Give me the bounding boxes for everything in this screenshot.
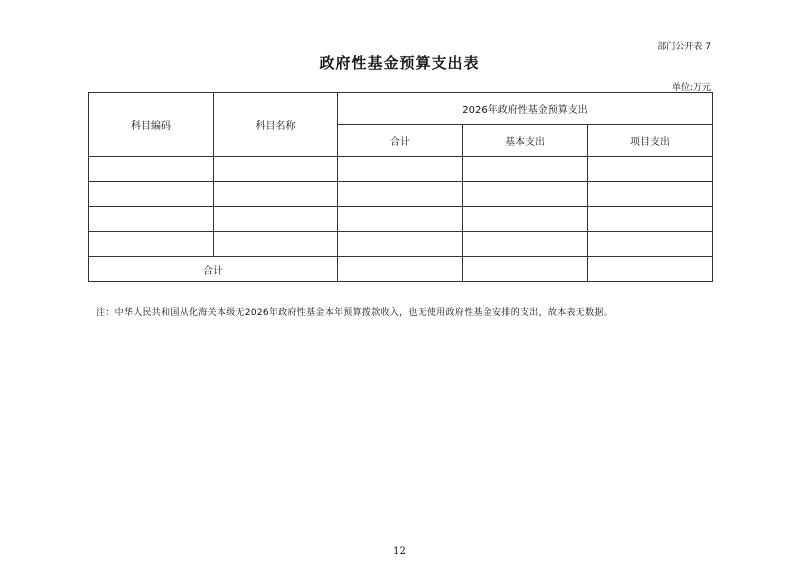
- budget-table: [88, 92, 713, 282]
- page-number: 12: [393, 546, 406, 557]
- page-title: 政府性基金预算支出表: [319, 54, 480, 72]
- table-cell: [338, 157, 463, 182]
- table-cell: [214, 157, 338, 182]
- table-cell: [214, 232, 338, 257]
- table-cell: [588, 207, 713, 232]
- header-subject-code: 科目编码: [89, 93, 214, 157]
- table-row: [89, 207, 713, 232]
- table-cell: [338, 207, 463, 232]
- table-cell: [463, 232, 588, 257]
- table-cell: [463, 182, 588, 207]
- table-cell: [214, 207, 338, 232]
- header-total: 合计: [338, 125, 463, 157]
- table-cell: [89, 182, 214, 207]
- header-subject-name: 科目名称: [214, 93, 338, 157]
- total-cell: [463, 257, 588, 282]
- table-row: [89, 157, 713, 182]
- table-cell: [463, 157, 588, 182]
- header-basic: 基本支出: [463, 125, 588, 157]
- table-row: [89, 232, 713, 257]
- footnote: 注：中华人民共和国从化海关本级无2026年政府性基金本年预算拨款收入，也无使用政府性基金安排的支出，故本表无数据。: [96, 308, 614, 318]
- table-cell: [588, 157, 713, 182]
- table-cell: [463, 207, 588, 232]
- total-label: 合计: [89, 257, 338, 282]
- header-project: 项目支出: [588, 125, 713, 157]
- total-cell: [338, 257, 463, 282]
- header-group: 2026年政府性基金预算支出: [338, 93, 713, 125]
- total-row: [89, 257, 713, 282]
- unit-label: 单位:万元: [671, 83, 711, 93]
- table-cell: [89, 157, 214, 182]
- table-row: [89, 182, 713, 207]
- header-row-1: [89, 93, 713, 125]
- table-cell: [338, 232, 463, 257]
- table-cell: [588, 182, 713, 207]
- table-cell: [89, 207, 214, 232]
- table-cell: [214, 182, 338, 207]
- table-cell: [588, 232, 713, 257]
- form-number: 部门公开表 7: [657, 42, 711, 52]
- table-cell: [338, 182, 463, 207]
- total-cell: [588, 257, 713, 282]
- table-cell: [89, 232, 214, 257]
